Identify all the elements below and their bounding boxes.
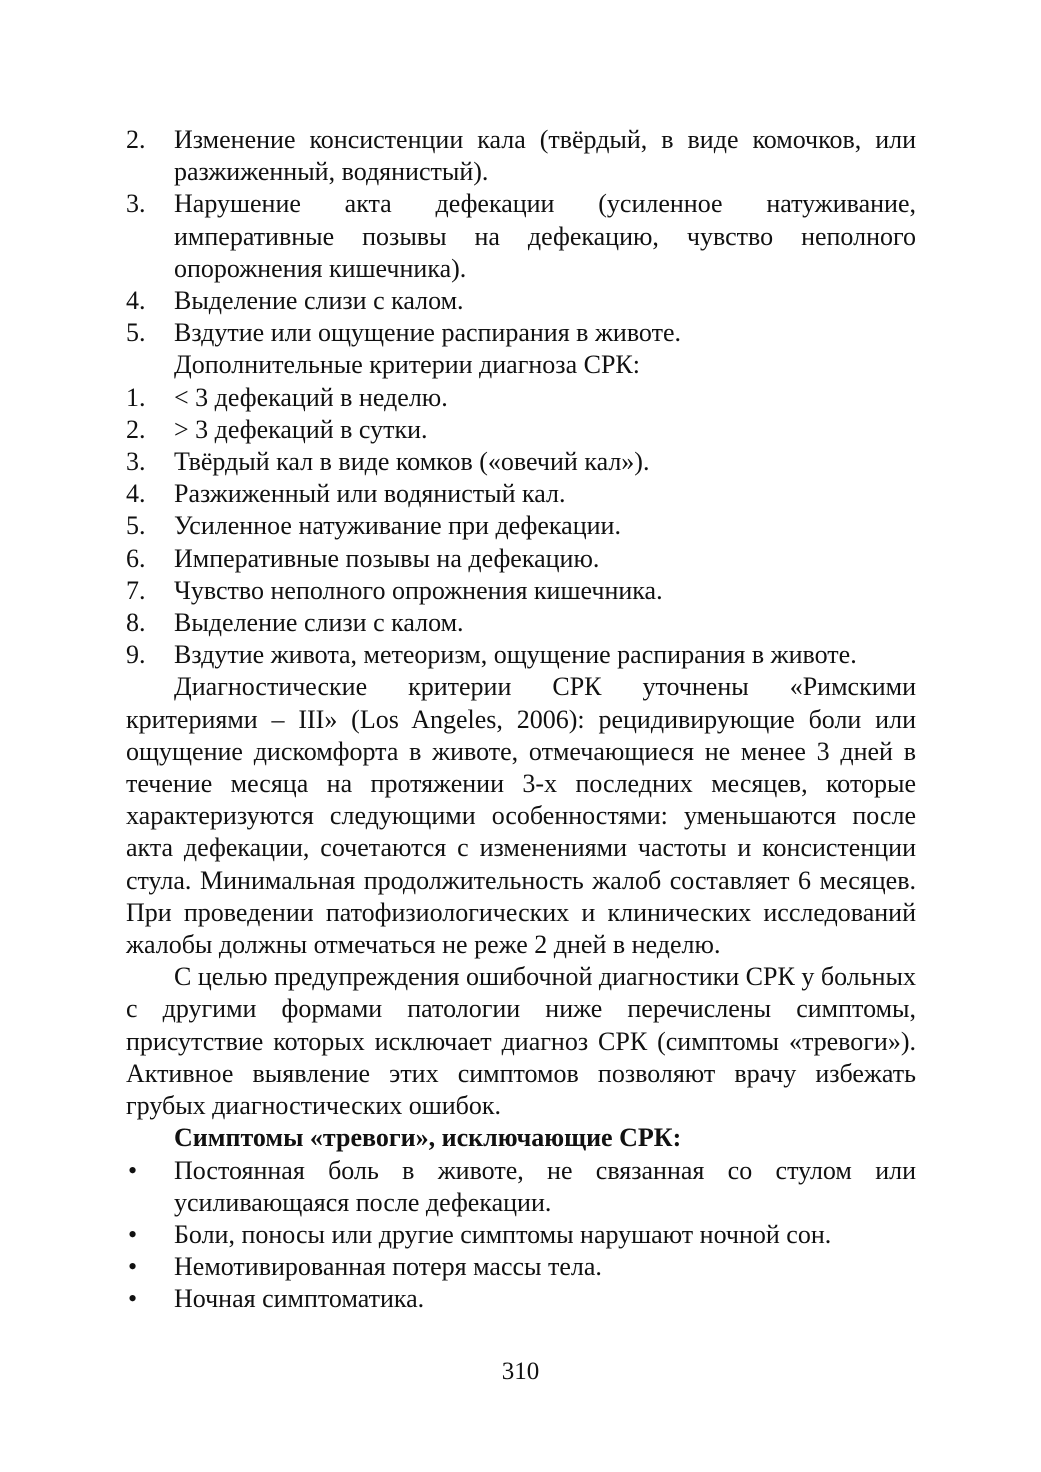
list-text: Боли, поносы или другие симптомы нарушают ночной сон.: [174, 1219, 832, 1249]
list-number: 8.: [126, 608, 146, 638]
list-item: [126, 510, 916, 542]
list-item: [126, 575, 916, 607]
rome-criteria-paragraph: Диагностические критерии СРК уточнены «Римскими критериями – III» (Los Angeles, 2006): рецидивирующие боли или ощущение дискомфорта в животе, отмечающиеся не менее 3 дней в течение месяца на протяжении 3-х последних месяцев, которые характеризуются следующими особенностями: уменьшаются после акта дефекации, сочетаются с изменениями частоты и консистенции стула. Минимальная продолжительность жалоб составляет 6 месяцев. При проведении патофизиологических и клинических исследований жалобы должны отмечаться не реже 2 дней в неделю.: [126, 672, 916, 960]
list-item: [126, 478, 916, 510]
list-number: 3.: [126, 447, 146, 477]
list-number: 3.: [126, 189, 146, 219]
list-item: [126, 607, 916, 639]
list-item: [126, 382, 916, 414]
list-text: Немотивированная потеря массы тела.: [174, 1252, 602, 1282]
list-number: 4.: [126, 286, 146, 316]
list-item: [126, 543, 916, 575]
list-number: 2.: [126, 414, 146, 444]
list-text: Постоянная боль в животе, не связанная со стулом или усиливающаяся после дефекации.: [174, 1155, 916, 1217]
criteria-list: [126, 124, 916, 349]
list-text: Изменение консистенции кала (твёрдый, в виде комочков, или разжиженный, водянистый).: [174, 125, 916, 187]
list-item: [126, 639, 916, 671]
list-item: [126, 188, 916, 285]
list-text: Императивные позывы на дефекацию.: [174, 543, 600, 573]
list-text: Нарушение акта дефекации (усиленное натуживание, императивные позывы на дефекацию, чувство неполного опорожнения кишечника).: [174, 189, 916, 283]
list-text: Вздутие или ощущение распирания в животе.: [174, 318, 681, 348]
list-text: > 3 дефекаций в сутки.: [174, 414, 428, 444]
list-item: [126, 414, 916, 446]
list-item: [126, 124, 916, 188]
list-text: Чувство неполного опрожнения кишечника.: [174, 575, 663, 605]
list-item: [126, 1155, 916, 1219]
list-text: Твёрдый кал в виде комков («овечий кал»).: [174, 447, 650, 477]
list-number: 2.: [126, 125, 146, 154]
bullet-icon: •: [128, 1252, 138, 1282]
bullet-icon: •: [128, 1155, 138, 1185]
list-item: [126, 446, 916, 478]
list-number: 7.: [126, 575, 146, 605]
list-item: [126, 1219, 916, 1251]
list-text: Ночная симптоматика.: [174, 1284, 425, 1314]
list-number: 5.: [126, 511, 146, 541]
bullet-icon: •: [128, 1219, 138, 1249]
list-text: Вздутие живота, метеоризм, ощущение распирания в животе.: [174, 640, 857, 670]
alarm-symptoms-list: [126, 1155, 916, 1316]
list-text: Усиленное натуживание при дефекации.: [174, 511, 621, 541]
list-number: 6.: [126, 543, 146, 573]
list-text: Выделение слизи с калом.: [174, 286, 464, 316]
list-text: Разжиженный или водянистый кал.: [174, 479, 566, 509]
list-text: Выделение слизи с калом.: [174, 608, 464, 638]
page-number: 310: [501, 1358, 540, 1385]
list-item: [126, 317, 916, 349]
bullet-icon: •: [128, 1284, 138, 1314]
list-number: 9.: [126, 640, 146, 670]
list-item: [126, 285, 916, 317]
list-number: 5.: [126, 318, 146, 348]
list-item: [126, 1283, 916, 1315]
page-content: [126, 124, 916, 1316]
list-number: 1.: [126, 382, 146, 412]
additional-criteria-heading: Дополнительные критерии диагноза СРК:: [174, 350, 640, 380]
alarm-intro-paragraph: С целью предупреждения ошибочной диагностики СРК у больных с другими формами патологии ниже перечислены симптомы, присутствие которых исключает диагноз СРК (симптомы «тревоги»). Активное выявление этих симптомов позволяют врачу избежать грубых диагностических ошибок.: [126, 962, 916, 1121]
additional-criteria-list: [126, 382, 916, 672]
list-number: 4.: [126, 479, 146, 509]
list-item: [126, 1251, 916, 1283]
alarm-symptoms-heading: Симптомы «тревоги», исключающие СРК:: [174, 1123, 682, 1153]
list-text: < 3 дефекаций в неделю.: [174, 382, 448, 412]
